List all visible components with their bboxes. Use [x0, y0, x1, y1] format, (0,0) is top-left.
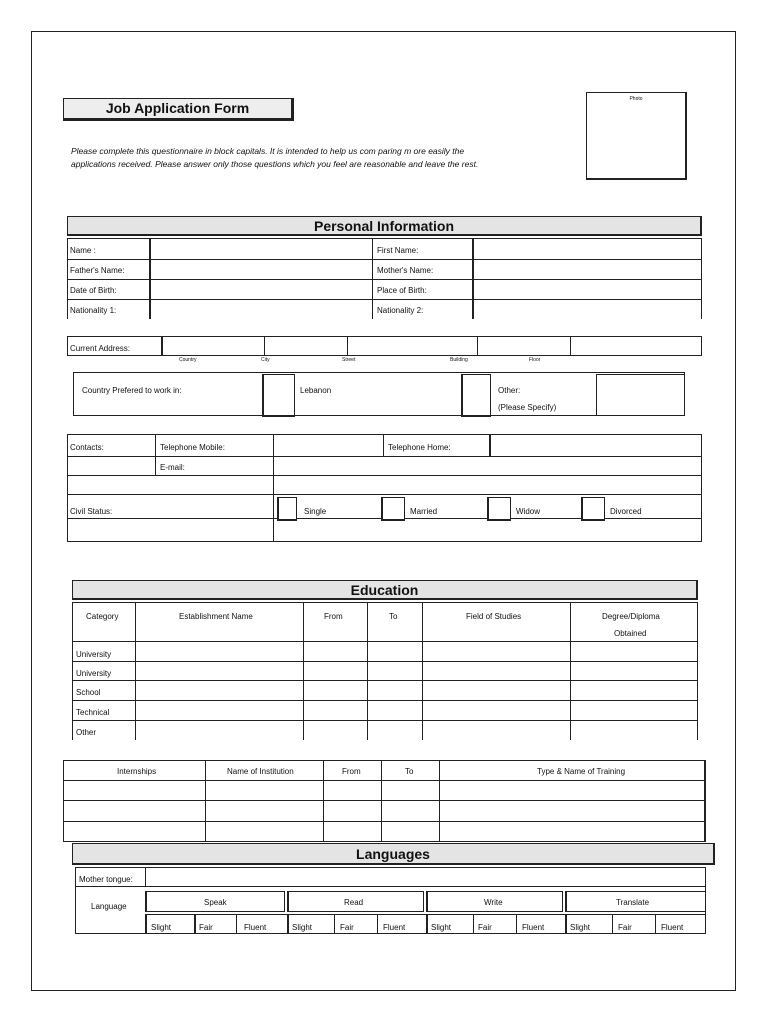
mothers-name-field[interactable] [475, 261, 700, 278]
page-title: Job Application Form [63, 98, 294, 121]
please-specify-label: (Please Specify) [498, 403, 557, 412]
intern-col-type: Type & Name of Training [537, 767, 626, 776]
lebanon-label: Lebanon [300, 386, 332, 395]
pob-field[interactable] [475, 281, 700, 298]
mother-tongue-label: Mother tongue: [79, 875, 133, 884]
name-field[interactable] [152, 240, 370, 258]
contacts-label: Contacts: [70, 443, 104, 452]
country-pref-label: Country Prefered to work in: [82, 386, 182, 395]
name-label: Name : [70, 246, 96, 255]
email-field[interactable] [276, 458, 700, 474]
level-slight: Slight [151, 923, 172, 932]
fathers-name-label: Father's Name: [70, 266, 125, 275]
tel-home-label: Telephone Home: [388, 443, 451, 452]
lebanon-checkbox[interactable] [262, 374, 295, 417]
level-fair: Fair [618, 923, 632, 932]
tel-mobile-label: Telephone Mobile: [160, 443, 225, 452]
photo-label: Photo [629, 96, 643, 102]
address-part-street: Street [342, 357, 356, 363]
level-fluent: Fluent [383, 923, 406, 932]
edu-row-label: University [76, 650, 112, 659]
single-label: Single [304, 507, 327, 516]
intern-col-institution: Name of Institution [227, 767, 294, 776]
mothers-name-label: Mother's Name: [377, 266, 434, 275]
language-label: Language [91, 902, 127, 911]
address-part-country: Country [179, 357, 197, 363]
level-slight: Slight [570, 923, 591, 932]
nationality1-field[interactable] [152, 301, 370, 318]
edu-row-label: Other [76, 728, 97, 737]
edu-col-field: Field of Studies [466, 612, 522, 621]
edu-col-degree: Degree/Diploma [602, 612, 660, 621]
nationality2-field[interactable] [475, 301, 700, 318]
address-part-floor: Floor [529, 357, 541, 363]
single-checkbox[interactable] [277, 497, 297, 521]
level-slight: Slight [431, 923, 452, 932]
address-country-field[interactable] [164, 337, 263, 355]
mother-tongue-field[interactable] [148, 868, 704, 886]
edu-col-from: From [324, 612, 343, 621]
skill-speak: Speak [204, 898, 227, 907]
intern-col-internships: Internships [117, 767, 157, 776]
other-country-checkbox[interactable] [461, 374, 491, 417]
intro-line-2: applications received. Please answer only those questions which you feel are reasonable and leave the rest. [71, 158, 479, 169]
other-country-field[interactable] [596, 374, 685, 416]
first-name-label: First Name: [377, 246, 419, 255]
edu-col-degree-2: Obtained [614, 629, 647, 638]
dob-field[interactable] [152, 281, 370, 298]
first-name-field[interactable] [475, 240, 700, 258]
address-building-field[interactable] [479, 337, 569, 355]
photo-box[interactable] [586, 92, 687, 180]
edu-row-label: University [76, 669, 112, 678]
address-part-city: City [261, 357, 270, 363]
nationality2-label: Nationality 2: [377, 306, 424, 315]
edu-col-establishment: Establishment Name [179, 612, 253, 621]
email-label: E-mail: [160, 463, 185, 472]
pob-label: Place of Birth: [377, 286, 427, 295]
edu-col-category: Category [86, 612, 119, 621]
widow-checkbox[interactable] [487, 497, 511, 521]
current-address-label: Current Address: [70, 344, 131, 353]
address-city-field[interactable] [266, 337, 346, 355]
edu-row-label: Technical [76, 708, 110, 717]
personal-info-header: Personal Information [67, 216, 702, 236]
address-part-building: Building [450, 357, 468, 363]
intro-line-1: Please complete this questionnaire in block capitals. It is intended to help us com paring m ore easily the [71, 146, 465, 156]
education-header: Education [72, 580, 698, 600]
intro-text [71, 145, 478, 170]
level-fluent: Fluent [244, 923, 267, 932]
level-fluent: Fluent [522, 923, 545, 932]
languages-header: Languages [72, 843, 715, 865]
married-label: Married [410, 507, 438, 516]
skill-translate: Translate [616, 898, 650, 907]
intern-col-from: From [342, 767, 361, 776]
level-slight: Slight [292, 923, 313, 932]
widow-label: Widow [516, 507, 541, 516]
nationality1-label: Nationality 1: [70, 306, 117, 315]
skill-write: Write [484, 898, 503, 907]
divorced-checkbox[interactable] [581, 497, 605, 521]
level-fair: Fair [478, 923, 492, 932]
level-fluent: Fluent [661, 923, 684, 932]
fathers-name-field[interactable] [152, 261, 370, 278]
dob-label: Date of Birth: [70, 286, 117, 295]
tel-mobile-field[interactable] [276, 436, 382, 455]
edu-row-label: School [76, 688, 101, 697]
address-street-field[interactable] [349, 337, 476, 355]
divorced-label: Divorced [610, 507, 642, 516]
civil-status-label: Civil Status: [70, 507, 113, 516]
tel-home-field[interactable] [493, 436, 700, 455]
edu-col-to: To [389, 612, 398, 621]
skill-read: Read [344, 898, 364, 907]
intern-col-to: To [405, 767, 414, 776]
level-fair: Fair [340, 923, 354, 932]
other-label: Other: [498, 386, 521, 395]
level-fair: Fair [199, 923, 213, 932]
address-floor-field[interactable] [572, 337, 701, 355]
married-checkbox[interactable] [381, 497, 405, 521]
